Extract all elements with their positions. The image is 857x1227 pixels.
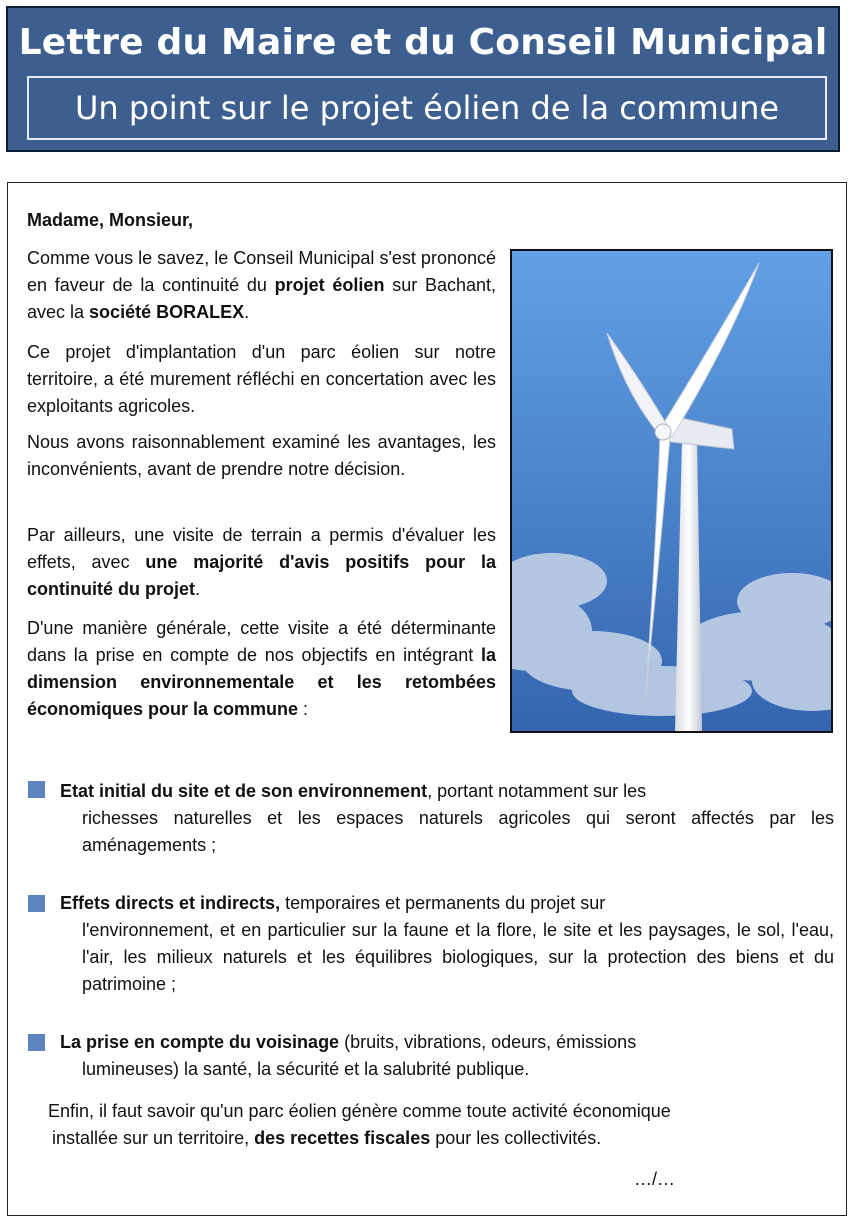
paragraph-1: Comme vous le savez, le Conseil Municipal s'est prononcé en faveur de la continuité du projet éolien sur Bachant, avec la société BORALEX. [27,248,496,322]
bullet-item-1: Etat initial du site et de son environnement, portant notamment sur les richesses naturelles et les espaces naturels agricoles qui seront affectés par les aménagements ; [60,781,834,855]
header-subtitle: Un point sur le projet éolien de la commune [74,89,780,127]
closing-paragraph: Enfin, il faut savoir qu'un parc éolien génère comme toute activité économique installée sur un territoire, des recettes fiscales pour les collectivités. [48,1101,671,1148]
wind-turbine-photo [510,249,833,733]
paragraph-4: Par ailleurs, une visite de terrain a permis d'évaluer les effets, avec une majorité d'avis positifs pour la continuité du projet. [27,525,496,599]
paragraph-3: Nous avons raisonnablement examiné les avantages, les inconvénients, avant de prendre notre décision. [27,432,496,479]
letter-body [7,182,847,1216]
salutation: Madame, Monsieur, [27,210,194,230]
bullet-marker [28,895,45,912]
bullet-marker [28,1034,45,1051]
continuation-mark: …/… [634,1169,676,1189]
paragraph-5: D'une manière générale, cette visite a été déterminante dans la prise en compte de nos objectifs en intégrant la dimension environnementale et les retombées économiques pour la commune : [27,618,496,719]
bullet-item-2: Effets directs et indirects, temporaires et permanents du projet sur l'environnement, et en particulier sur la faune et la flore, le site et les paysages, le sol, l'eau, l'air, les milieux naturels et les équilibres biologiques, sur la protection des biens et du patrimoine ; [60,893,834,994]
bullet-item-3: La prise en compte du voisinage (bruits, vibrations, odeurs, émissions lumineuses) la santé, la sécurité et la salubrité publique. [60,1032,637,1079]
wind-turbine-illustration [512,251,831,731]
paragraph-2: Ce projet d'implantation d'un parc éolien sur notre territoire, a été murement réfléchi en concertation avec les exploitants agricoles. [27,342,496,416]
header-title: Lettre du Maire et du Conseil Municipal [18,22,828,63]
newsletter-header [6,6,840,152]
bullet-marker [28,781,45,798]
rotor-hub [655,424,671,440]
header-subtitle-box [27,76,827,140]
